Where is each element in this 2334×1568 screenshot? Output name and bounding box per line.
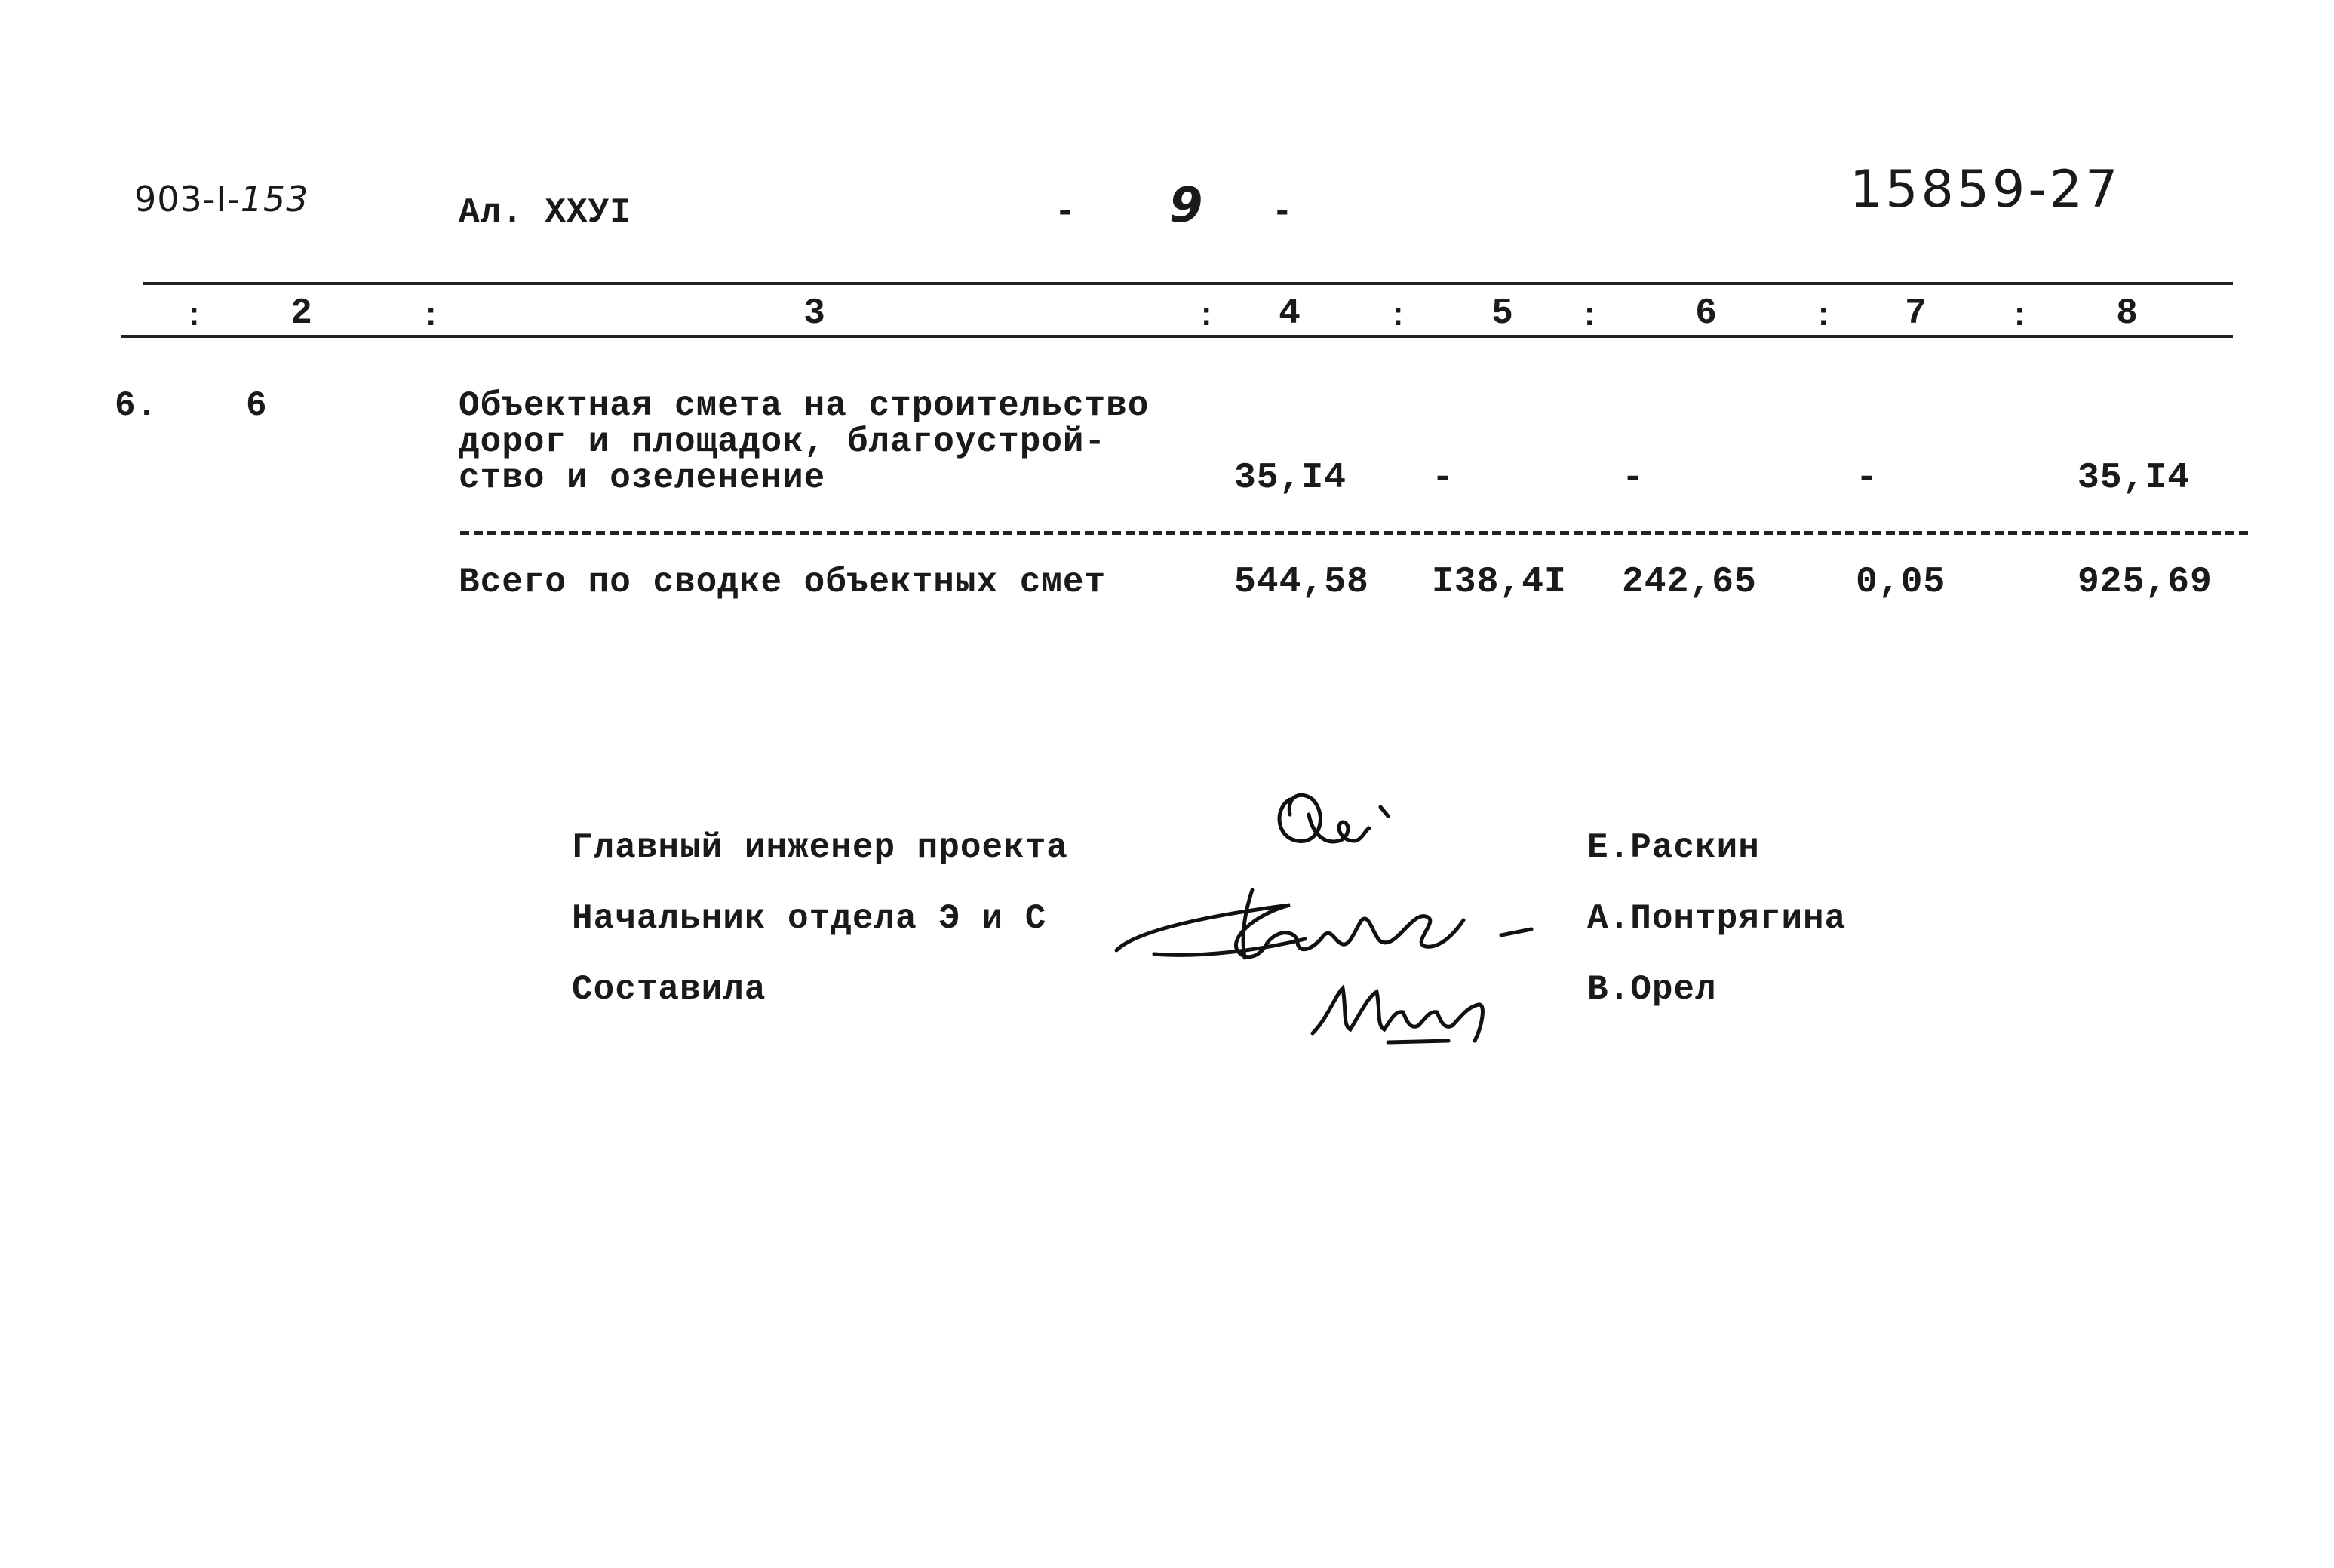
album-label: Ал. XXУI xyxy=(459,193,631,232)
row-value-col4: 35,I4 xyxy=(1234,458,1347,499)
total-value-col5: I38,4I xyxy=(1432,562,1567,603)
row-value-col7: - xyxy=(1856,458,1878,499)
row-reference: 6 xyxy=(246,386,268,425)
column-separator: : xyxy=(2010,298,2031,336)
dashed-divider xyxy=(460,531,2248,535)
row-description-line3: ство и озеленение xyxy=(459,459,826,498)
column-separator: : xyxy=(184,298,205,336)
document-code-handwritten: 153 xyxy=(240,179,309,219)
signature-name-chief-engineer: Е.Раскин xyxy=(1587,828,1760,867)
header-top-rule xyxy=(143,282,2233,285)
document-code xyxy=(134,181,309,217)
row-number: 6. xyxy=(115,386,158,425)
column-separator: : xyxy=(1580,298,1601,336)
signature-role-department-head: Начальник отдела Э и С xyxy=(572,899,1047,938)
row-value-col5: - xyxy=(1432,458,1454,499)
total-value-col4: 544,58 xyxy=(1234,562,1369,603)
row-value-col8: 35,I4 xyxy=(2078,458,2191,499)
archive-number: 15859-27 xyxy=(1850,160,2121,219)
total-value-col8: 925,69 xyxy=(2078,562,2213,603)
column-number-6: 6 xyxy=(1695,293,1718,334)
handwritten-signature-raskin xyxy=(1267,769,1418,860)
column-number-4: 4 xyxy=(1279,293,1301,334)
column-separator: : xyxy=(1813,298,1835,336)
total-value-col7: 0,05 xyxy=(1856,562,1946,603)
row-value-col6: - xyxy=(1622,458,1645,499)
column-number-8: 8 xyxy=(2116,293,2139,334)
document-code-printed: 903-I- xyxy=(134,179,241,219)
page-dash-right: - xyxy=(1272,193,1294,232)
row-description-line2: дорог и площадок, благоустрой- xyxy=(459,422,1107,462)
column-separator: : xyxy=(421,298,442,336)
handwritten-signature-orel xyxy=(1305,965,1516,1048)
signature-role-chief-engineer: Главный инженер проекта xyxy=(572,828,1068,867)
column-separator: : xyxy=(1388,298,1409,336)
column-separator: : xyxy=(1196,298,1218,336)
row-description-line1: Объектная смета на строительство xyxy=(459,386,1150,425)
total-label: Всего по сводке объектных смет xyxy=(459,563,1107,602)
signature-role-compiler: Составила xyxy=(572,970,766,1009)
column-number-3: 3 xyxy=(803,293,826,334)
signature-name-compiler: В.Орел xyxy=(1587,970,1717,1009)
signature-name-department-head: А.Понтрягина xyxy=(1587,899,1847,938)
page-dash-left: - xyxy=(1055,193,1076,232)
handwritten-signature-pontryagina xyxy=(1109,860,1546,973)
page-number: 9 xyxy=(1169,178,1203,234)
column-number-2: 2 xyxy=(290,293,313,334)
column-number-5: 5 xyxy=(1491,293,1514,334)
column-number-7: 7 xyxy=(1905,293,1927,334)
total-value-col6: 242,65 xyxy=(1622,562,1757,603)
